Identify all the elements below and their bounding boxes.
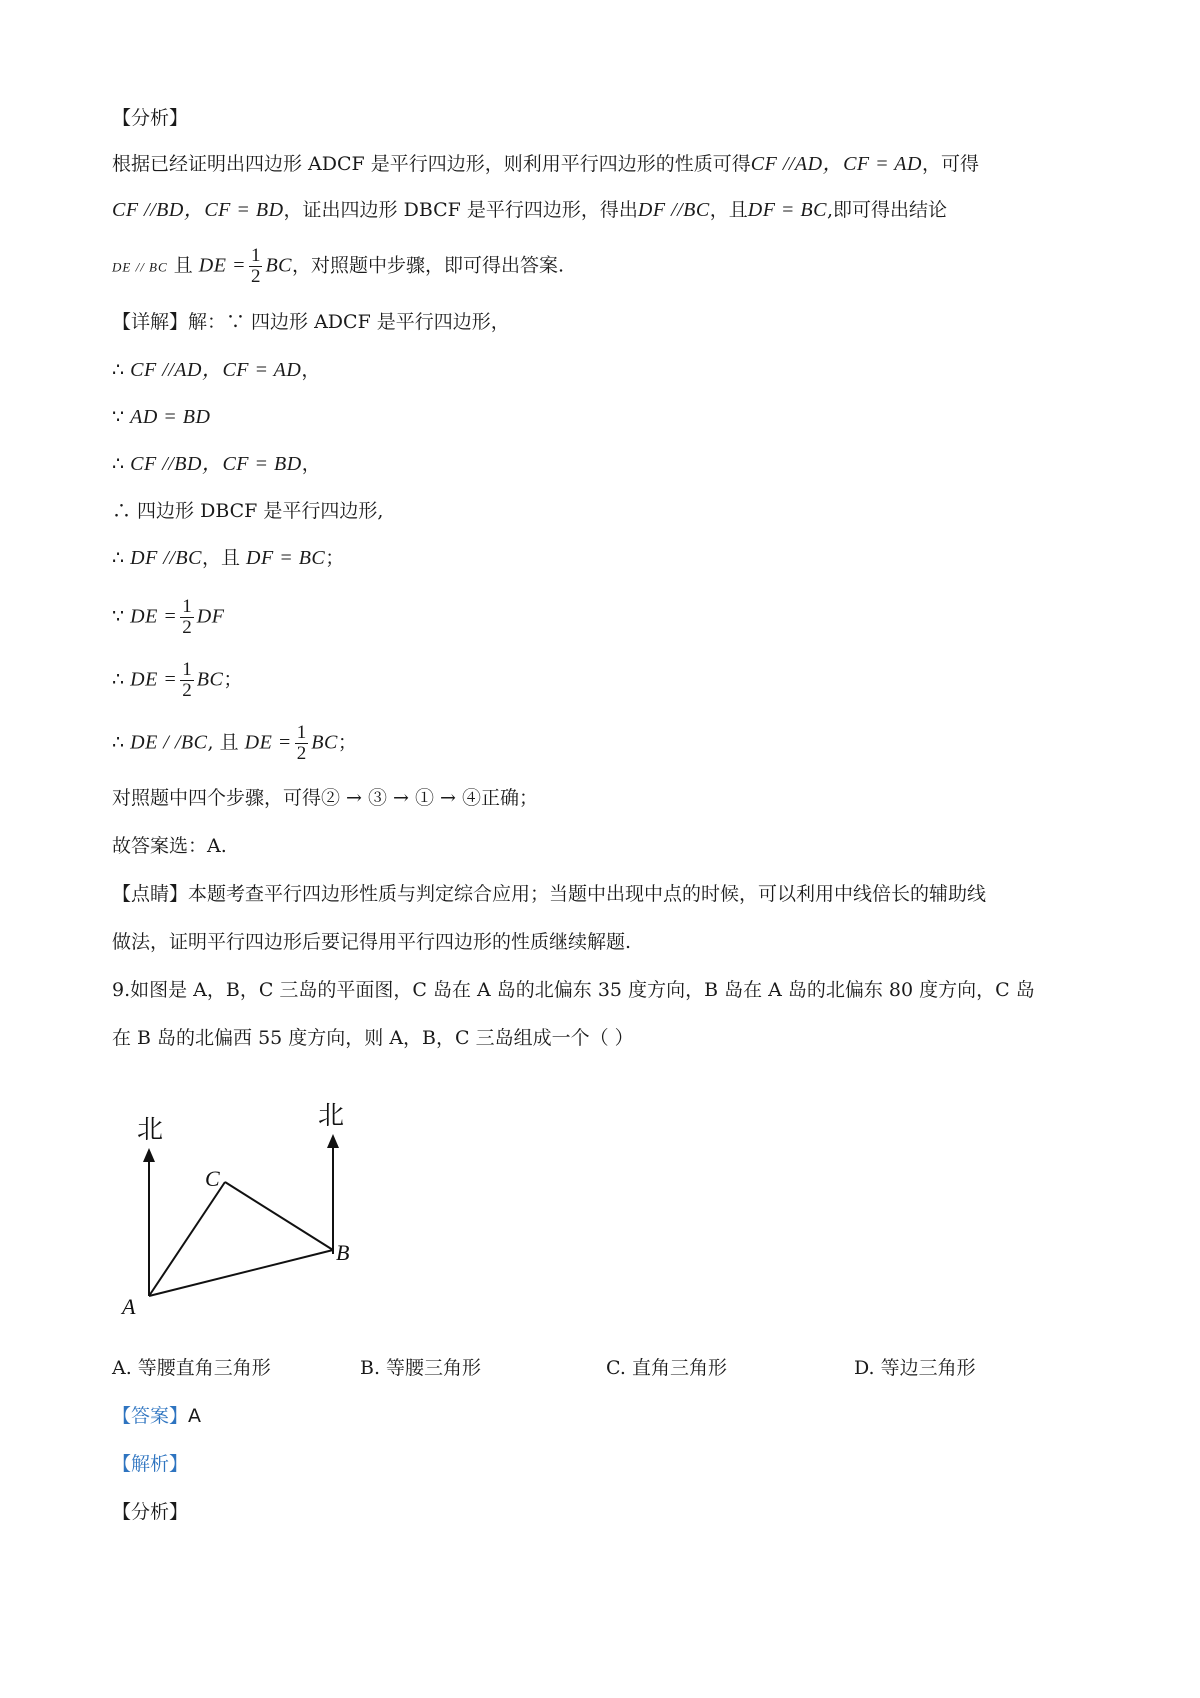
- answer-value: A: [188, 1405, 202, 1427]
- detail-step-10: 故答案选：A.: [112, 835, 227, 857]
- text: ，可得: [921, 153, 979, 175]
- segment-ab: [149, 1250, 333, 1296]
- therefore-symbol: ∴: [112, 453, 125, 475]
- island-map-figure: [112, 1082, 372, 1322]
- solution-tag: [112, 1450, 188, 1478]
- therefore-symbol: ∴: [112, 731, 125, 754]
- math-expression: DF //BC: [130, 547, 202, 569]
- detail-step-1: [112, 356, 320, 384]
- therefore-symbol: ∴: [112, 668, 125, 691]
- text: ，对照题中步骤，即可得出答案.: [292, 254, 565, 277]
- option-b: B. 等腰三角形: [360, 1357, 482, 1379]
- fraction-numerator: 1: [250, 245, 261, 266]
- math-expression: AD = BD: [130, 406, 211, 428]
- north-label-right: 北: [318, 1101, 345, 1131]
- fraction: [180, 660, 194, 701]
- detail-heading: 【详解】解：∵ 四边形 ADCF 是平行四边形，: [112, 311, 510, 333]
- math-expression: DF = BC: [747, 199, 827, 221]
- comment-line-1: 【点睛】本题考查平行四边形性质与判定综合应用；当题中出现中点的时候，可以利用中线倍长的辅助线: [112, 883, 987, 905]
- label-a: A: [122, 1294, 136, 1319]
- fraction-denominator: 2: [182, 617, 192, 638]
- math-expression: DE =: [244, 731, 292, 754]
- fraction-denominator: 2: [250, 266, 261, 287]
- therefore-symbol: ∴: [112, 547, 125, 569]
- because-symbol: ∵: [112, 406, 125, 428]
- text: ,即可得出结论: [826, 199, 948, 221]
- text: ，证出四边形 DBCF 是平行四边形，得出: [283, 199, 638, 221]
- segment-cb: [225, 1182, 333, 1250]
- math-expression: CF //AD，CF = AD: [750, 153, 922, 175]
- text: ；: [337, 731, 357, 754]
- analysis-heading: 【分析】: [112, 107, 189, 129]
- math-expression: BC: [196, 668, 224, 691]
- detail-step-5: [112, 544, 344, 572]
- math-expression: CF //AD，CF = AD: [130, 359, 302, 381]
- detail-step-3: [112, 450, 321, 478]
- math-expression: CF //BD，CF = BD: [130, 453, 302, 475]
- math-expression: BC: [265, 254, 292, 277]
- text: ；: [325, 547, 345, 569]
- therefore-symbol: ∴: [112, 359, 125, 381]
- detail-step-7: [112, 660, 242, 701]
- fraction: [180, 597, 194, 638]
- math-expression: DE =: [198, 254, 246, 277]
- detail-step-4: ∴ 四边形 DBCF 是平行四边形,: [112, 500, 384, 522]
- fraction: [249, 246, 263, 287]
- text: 且: [173, 254, 193, 277]
- text: ，且: [201, 547, 240, 569]
- math-expression: CF //BD，CF = BD: [112, 199, 284, 221]
- fraction-denominator: 2: [296, 743, 307, 764]
- fraction-numerator: 1: [182, 596, 192, 617]
- analysis-heading-2: 【分析】: [112, 1501, 189, 1523]
- math-expression: BC: [311, 731, 338, 754]
- detail-step-6: [112, 597, 224, 638]
- detail-step-2: [112, 403, 210, 431]
- fraction-denominator: 2: [182, 680, 192, 701]
- text: ，: [301, 359, 321, 381]
- detail-step-9: 对照题中四个步骤，可得② → ③ → ① → ④正确；: [112, 787, 538, 809]
- north-arrowhead-b: [327, 1134, 339, 1148]
- solution-label: 【解析】: [112, 1453, 189, 1475]
- text: ，且: [709, 199, 748, 221]
- comment-line-2: 做法，证明平行四边形后要记得用平行四边形的性质继续解题.: [112, 931, 632, 953]
- text: ；: [223, 668, 243, 691]
- option-c: C. 直角三角形: [606, 1357, 727, 1379]
- analysis-paragraph-line-3: [112, 246, 564, 287]
- fraction: [295, 723, 309, 764]
- fraction-numerator: 1: [182, 659, 192, 680]
- question-9-line-2: 在 B 岛的北偏西 55 度方向，则 A，B，C 三岛组成一个（ ）: [112, 1027, 634, 1049]
- math-expression: DE / /BC: [130, 731, 208, 754]
- because-symbol: ∵: [112, 605, 125, 628]
- math-expression: DE =: [130, 605, 178, 628]
- fraction-numerator: 1: [296, 722, 307, 743]
- text: ，: [301, 453, 321, 475]
- answer-tag: 【答案】: [112, 1405, 189, 1427]
- analysis-paragraph-line-2: [112, 196, 947, 224]
- text: 根据已经证明出四边形 ADCF 是平行四边形，则利用平行四边形的性质可得: [112, 153, 751, 175]
- label-c: C: [205, 1166, 220, 1191]
- math-expression: DF //BC: [637, 199, 710, 221]
- math-expression: DF = BC: [246, 547, 326, 569]
- answer-line: [112, 1402, 201, 1430]
- question-9-line-1: 9.如图是 A，B，C 三岛的平面图，C 岛在 A 岛的北偏东 35 度方向，B 岛在 A 岛的北偏东 80 度方向，C 岛: [112, 979, 1035, 1001]
- label-b: B: [336, 1240, 350, 1265]
- analysis-paragraph-line-1: [112, 150, 979, 178]
- option-d: D. 等边三角形: [854, 1357, 976, 1379]
- math-expression: DE =: [130, 668, 178, 691]
- math-expression: DE // BC: [112, 259, 168, 275]
- math-expression: DF: [196, 605, 225, 628]
- north-arrowhead-a: [143, 1148, 155, 1162]
- north-label-left: 北: [137, 1115, 164, 1145]
- text: , 且: [207, 731, 239, 754]
- option-a: A. 等腰直角三角形: [112, 1357, 271, 1379]
- detail-step-8: [112, 723, 357, 764]
